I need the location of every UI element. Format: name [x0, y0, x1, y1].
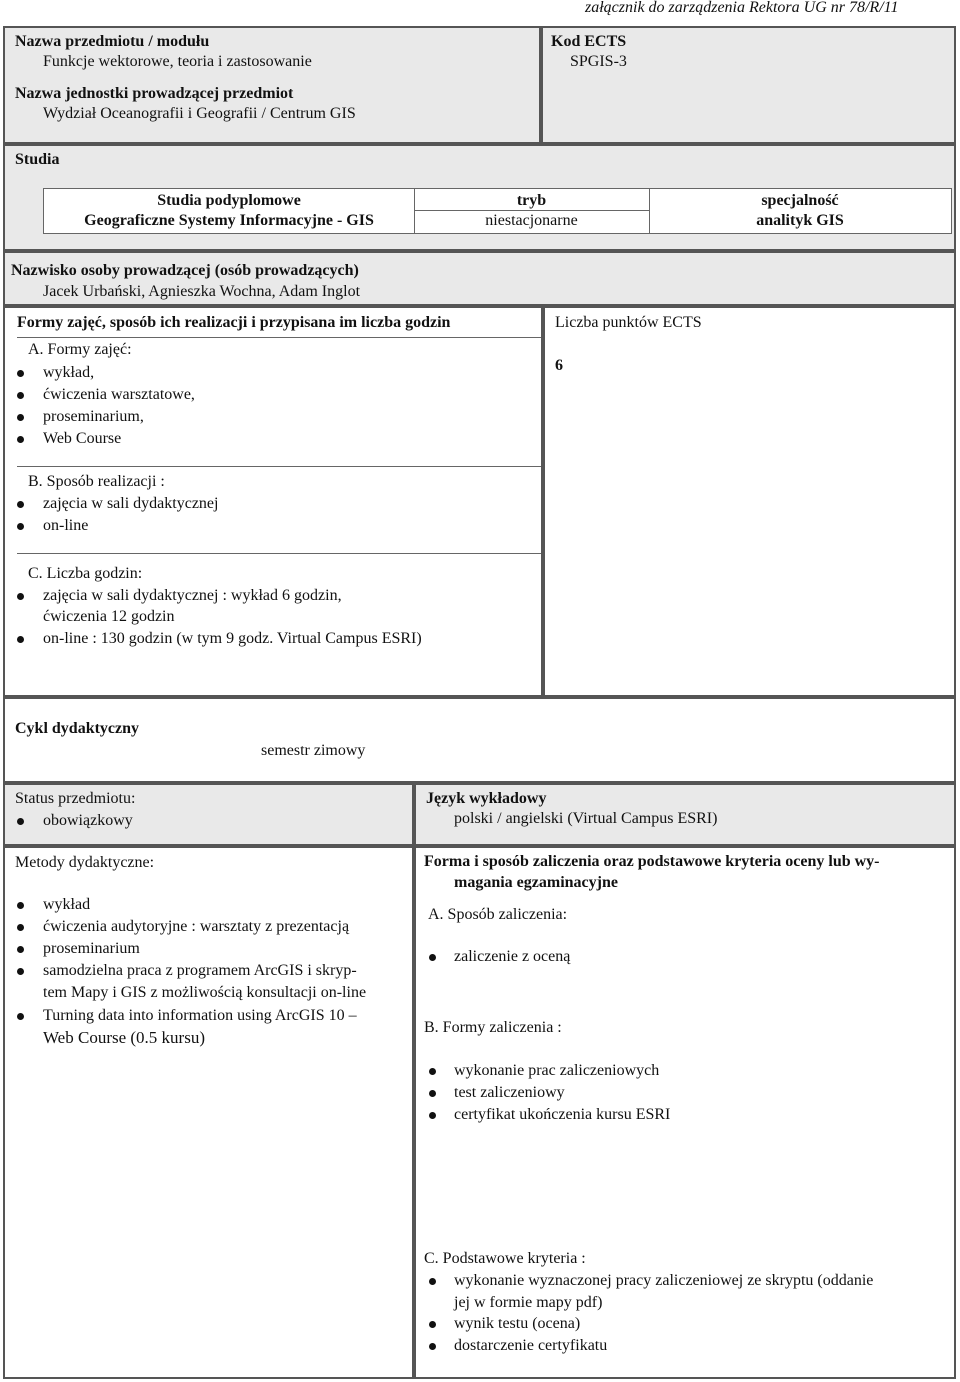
forms-a-item: proseminarium, [43, 408, 144, 425]
studies-specialty-value: analityk GIS [756, 212, 844, 229]
bullet-icon [429, 1112, 436, 1119]
methods-item-cont: Web Course (0.5 kursu) [43, 1028, 205, 1047]
lecturers-section [3, 251, 956, 306]
forms-section [3, 306, 543, 697]
assessment-title-cont: magania egzaminacyjne [454, 874, 618, 891]
unit-label: Nazwa jednostki prowadzącej przedmiot [15, 85, 294, 102]
ects-points-section [543, 306, 956, 697]
ects-points-label: Liczba punktów ECTS [555, 314, 702, 331]
assessment-b-item: certyfikat ukończenia kursu ESRI [454, 1106, 671, 1123]
bullet-icon [17, 924, 24, 931]
assessment-c-item: wynik testu (ocena) [454, 1315, 581, 1332]
assessment-c-item-cont: jej w formie mapy pdf) [454, 1294, 603, 1311]
unit-name: Wydział Oceanografii i Geografii / Centrum GIS [43, 105, 356, 122]
studies-table [43, 188, 952, 234]
forms-a-item: ćwiczenia warsztatowe, [43, 386, 195, 403]
forms-a-title: A. Formy zajęć: [28, 341, 132, 358]
cycle-label: Cykl dydaktyczny [15, 720, 140, 737]
bullet-icon [17, 902, 24, 909]
cycle-value: semestr zimowy [261, 742, 366, 759]
assessment-section [414, 846, 956, 1379]
studies-mode-label: tryb [516, 192, 547, 209]
bullet-icon [17, 414, 24, 421]
forms-b-item: zajęcia w sali dydaktycznej [43, 495, 219, 512]
forms-c-title: C. Liczba godzin: [28, 565, 143, 582]
bullet-icon [17, 636, 24, 643]
studies-type-label: Studia podyplomowe [157, 192, 301, 209]
cycle-section [3, 697, 956, 783]
language-value: polski / angielski (Virtual Campus ESRI) [454, 810, 718, 827]
assessment-b-item: wykonanie prac zaliczeniowych [454, 1062, 660, 1079]
status-value: obowiązkowy [43, 812, 133, 829]
methods-item-cont: tem Mapy i GIS z możliwością konsultacji on-line [43, 984, 367, 1001]
language-section [414, 783, 956, 846]
bullet-icon [17, 436, 24, 443]
bullet-icon [429, 954, 436, 961]
bullet-icon [17, 818, 24, 825]
subject-section [3, 26, 541, 144]
methods-label: Metody dydaktyczne: [15, 854, 155, 871]
assessment-title: Forma i sposób zaliczenia oraz podstawowe kryteria oceny lub wy- [424, 853, 880, 870]
language-label: Język wykładowy [426, 790, 547, 807]
assessment-c-item: wykonanie wyznaczonej pracy zaliczeniowej ze skryptu (oddanie [454, 1272, 874, 1289]
subject-label: Nazwa przedmiotu / modułu [15, 33, 210, 50]
bullet-icon [17, 1013, 24, 1020]
bullet-icon [17, 392, 24, 399]
forms-a-item: wykład, [43, 364, 95, 381]
studies-specialty-label: specjalność [761, 192, 839, 209]
assessment-a-title: A. Sposób zaliczenia: [428, 906, 568, 923]
forms-c-item-cont: ćwiczenia 12 godzin [43, 608, 175, 625]
studies-mode-value: niestacjonarne [485, 212, 578, 229]
forms-c-item: on-line : 130 godzin (w tym 9 godz. Virtual Campus ESRI) [43, 630, 422, 647]
bullet-icon [17, 593, 24, 600]
bullet-icon [429, 1278, 436, 1285]
ects-points-value: 6 [555, 357, 563, 374]
forms-title: Formy zajęć, sposób ich realizacji i przypisana im liczba godzin [17, 314, 451, 331]
lecturers-label: Nazwisko osoby prowadzącej (osób prowadzących) [11, 262, 359, 279]
ects-code-value: SPGIS-3 [570, 53, 627, 70]
forms-b-title: B. Sposób realizacji : [28, 473, 165, 490]
bullet-icon [429, 1068, 436, 1075]
bullet-icon [17, 968, 24, 975]
forms-c-item: zajęcia w sali dydaktycznej : wykład 6 godzin, [43, 587, 342, 604]
forms-a-item: Web Course [43, 430, 122, 447]
header-note: załącznik do zarządzenia Rektora UG nr 78/R/11 [585, 0, 899, 16]
bullet-icon [17, 501, 24, 508]
methods-item: samodzielna praca z programem ArcGIS i skryp- [43, 962, 357, 979]
lecturers-value: Jacek Urbański, Agnieszka Wochna, Adam Inglot [43, 283, 361, 300]
studies-type-value: Geograficzne Systemy Informacyjne - GIS [84, 212, 374, 229]
methods-item: wykład [43, 896, 91, 913]
assessment-c-title: C. Podstawowe kryteria : [424, 1250, 586, 1267]
assessment-b-item: test zaliczeniowy [454, 1084, 565, 1101]
status-section [3, 783, 414, 846]
bullet-icon [429, 1343, 436, 1350]
studies-section [3, 144, 956, 251]
assessment-a-item: zaliczenie z oceną [454, 948, 571, 965]
methods-item: ćwiczenia audytoryjne : warsztaty z prezentacją [43, 918, 350, 935]
ects-code-section [541, 26, 956, 144]
forms-b-item: on-line [43, 517, 89, 534]
bullet-icon [429, 1321, 436, 1328]
bullet-icon [429, 1090, 436, 1097]
studies-label: Studia [15, 151, 60, 168]
bullet-icon [17, 523, 24, 530]
methods-item: proseminarium [43, 940, 140, 957]
bullet-icon [17, 370, 24, 377]
ects-code-label: Kod ECTS [551, 33, 627, 50]
subject-name: Funkcje wektorowe, teoria i zastosowanie [43, 53, 312, 70]
methods-item: Turning data into information using ArcGIS 10 – [43, 1007, 357, 1024]
status-label: Status przedmiotu: [15, 790, 136, 807]
assessment-b-title: B. Formy zaliczenia : [424, 1019, 562, 1036]
assessment-c-item: dostarczenie certyfikatu [454, 1337, 608, 1354]
methods-section [3, 846, 414, 1379]
bullet-icon [17, 946, 24, 953]
